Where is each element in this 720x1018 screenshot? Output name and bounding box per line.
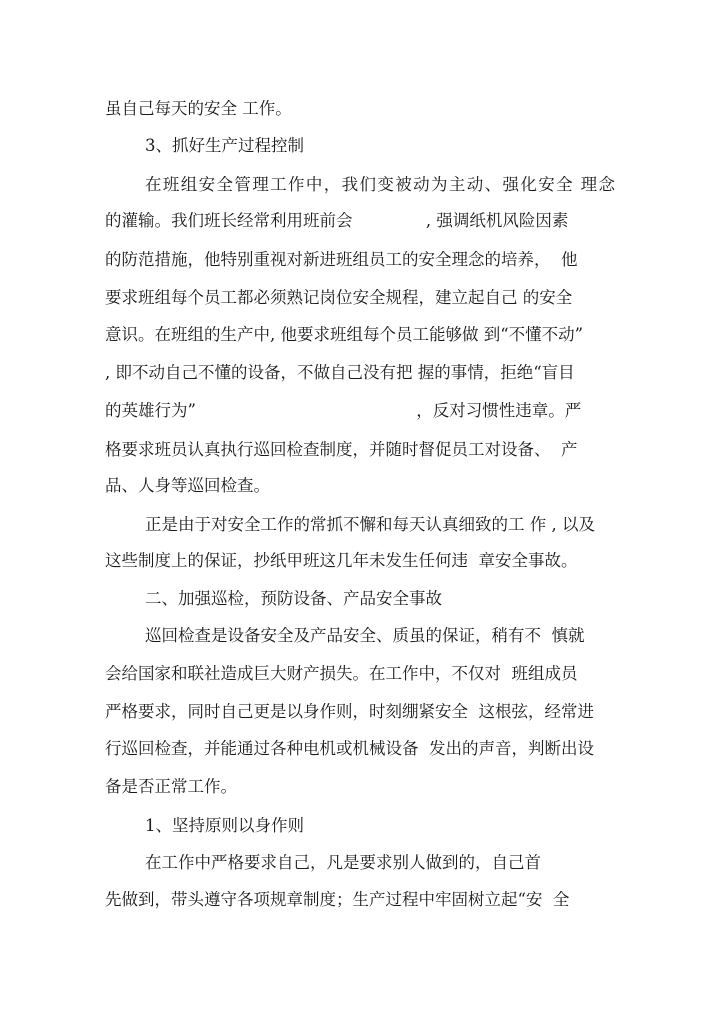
- text-line: 备是否正常工作。: [105, 777, 237, 796]
- section-heading: 1、坚持原则以身作则: [145, 816, 304, 835]
- text-line: 这些制度上的保证，抄纸甲班这几年未发生任何违 章安全事故。: [105, 551, 578, 570]
- text-line: 在班组安全管理工作中，我们变被动为主动、强化安全 理念: [145, 175, 615, 194]
- text-line: 的英雄行为” ，反对习惯性违章。严: [105, 401, 582, 420]
- text-line: 的灌输。我们班长经常利用班前会 , 强调纸机风险因素: [105, 211, 569, 230]
- text-line: , 即不动自己不懂的设备，不做自己没有把 握的事情，拒绝“盲目: [105, 363, 575, 382]
- text-line: 正是由于对安全工作的常抓不懈和每天认真细致的工 作 , 以及: [145, 515, 595, 534]
- text-line: 要求班组每个员工都必须熟记岗位安全规程，建立起自己 的安全: [105, 288, 573, 307]
- text-line: 意识。在班组的生产中, 他要求班组每个员工能够做 到“不懂不动”: [105, 325, 584, 344]
- text-line: 行巡回检查，并能通过各种电机或机械设备 发出的声音，判断出设: [105, 739, 594, 758]
- text-line: 在工作中严格要求自己，凡是要求别人做到的，自己首: [145, 853, 541, 872]
- text-line: 虽自己每天的安全 工作。: [105, 99, 292, 118]
- section-heading: 3、抓好生产过程控制: [145, 136, 304, 155]
- text-line: 会给国家和联社造成巨大财产损失。在工作中，不仅对 班组成员: [105, 664, 578, 683]
- text-line: 品、人身等巡回检查。: [105, 476, 270, 495]
- text-line: 先做到，带头遵守各项规章制度；生产过程中牢固树立起“安 全: [105, 890, 570, 909]
- section-heading: 二、加强巡检，预防设备、产品安全事故: [145, 589, 442, 608]
- text-line: 格要求班员认真执行巡回检查制度，并随时督促员工对设备、 产: [105, 440, 578, 459]
- text-line: 的防范措施，他特别重视对新进班组员工的安全理念的培养， 他: [105, 250, 578, 269]
- text-line: 巡回检查是设备安全及产品安全、质虽的保证，稍有不 慎就: [145, 626, 585, 645]
- text-line: 严格要求，同时自己更是以身作则，时刻绷紧安全 这根弦，经常进: [105, 702, 594, 721]
